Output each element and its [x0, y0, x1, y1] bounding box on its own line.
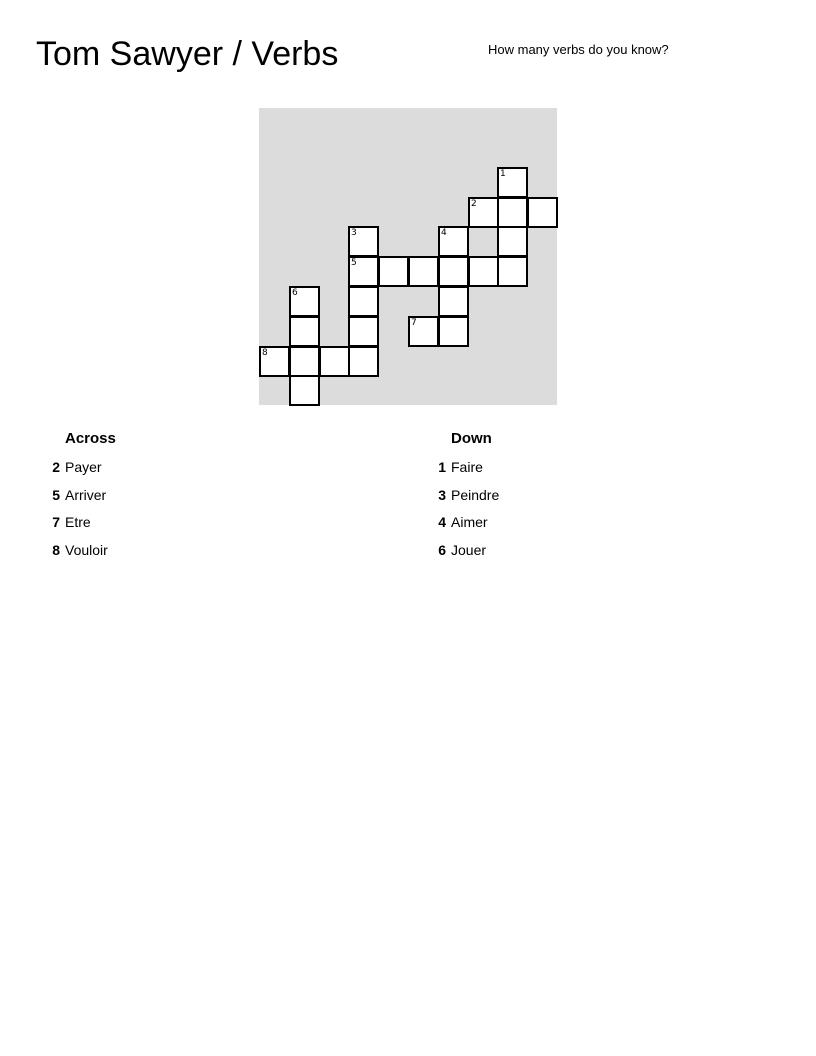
cell-number: 1: [500, 169, 506, 179]
cell-number: 5: [351, 258, 357, 268]
grid-cell[interactable]: [497, 256, 528, 287]
clue-item: [422, 513, 722, 541]
down-clues: [422, 428, 722, 569]
grid-cell[interactable]: [497, 197, 528, 228]
page-title: Tom Sawyer / Verbs: [36, 35, 339, 73]
grid-cell[interactable]: [408, 316, 439, 347]
crossword-grid: [259, 108, 557, 405]
grid-cell[interactable]: [497, 226, 528, 257]
clue-item: [36, 513, 336, 541]
grid-cell[interactable]: [348, 286, 379, 317]
clue-number: 2: [52, 459, 60, 475]
grid-cell[interactable]: [527, 197, 558, 228]
clue-text: Peindre: [451, 486, 500, 503]
page-subtitle: How many verbs do you know?: [488, 42, 669, 57]
grid-cell[interactable]: [438, 226, 469, 257]
grid-cell[interactable]: [259, 346, 290, 377]
down-heading: Down: [451, 430, 492, 447]
cell-number: 8: [262, 348, 268, 358]
cell-number: 2: [471, 199, 477, 209]
grid-cell[interactable]: [319, 346, 350, 377]
cell-number: 4: [441, 228, 447, 238]
clue-number: 5: [52, 486, 60, 503]
grid-cell[interactable]: [348, 346, 379, 377]
clue-number: 3: [438, 486, 446, 503]
clue-text: Etre: [65, 514, 91, 531]
clue-text: Arriver: [65, 486, 107, 503]
grid-cell[interactable]: [497, 167, 528, 198]
cell-number: 7: [411, 318, 417, 328]
grid-cell[interactable]: [468, 256, 499, 287]
grid-cell[interactable]: [348, 256, 379, 287]
clue-item: [36, 458, 336, 486]
grid-cell[interactable]: [348, 226, 379, 257]
grid-cell[interactable]: [378, 256, 409, 287]
clue-text: Faire: [451, 459, 483, 475]
clue-text: Vouloir: [65, 542, 108, 559]
cell-number: 3: [351, 228, 357, 238]
clue-text: Payer: [65, 459, 102, 475]
clue-text: Aimer: [451, 514, 488, 531]
clue-number: 6: [438, 542, 446, 559]
clue-item: [422, 486, 722, 514]
clue-text: Jouer: [451, 542, 487, 559]
clue-number: 8: [52, 542, 60, 559]
grid-cell[interactable]: [289, 316, 320, 347]
clue-item: [36, 541, 336, 569]
grid-cell[interactable]: [468, 197, 499, 228]
clue-item: [36, 486, 336, 514]
across-clues: [36, 428, 336, 569]
clue-item: [422, 541, 722, 569]
grid-cell[interactable]: [289, 286, 320, 317]
clue-number: 1: [438, 459, 446, 475]
grid-cell[interactable]: [289, 346, 320, 377]
cell-number: 6: [292, 288, 298, 298]
grid-cell[interactable]: [438, 256, 469, 287]
grid-cell[interactable]: [438, 286, 469, 317]
across-heading: Across: [65, 430, 116, 447]
clue-item: [422, 458, 722, 486]
grid-cell[interactable]: [348, 316, 379, 347]
clue-number: 7: [52, 514, 60, 531]
clue-number: 4: [438, 514, 446, 531]
grid-cell[interactable]: [408, 256, 439, 287]
grid-cell[interactable]: [289, 375, 320, 406]
grid-cell[interactable]: [438, 316, 469, 347]
